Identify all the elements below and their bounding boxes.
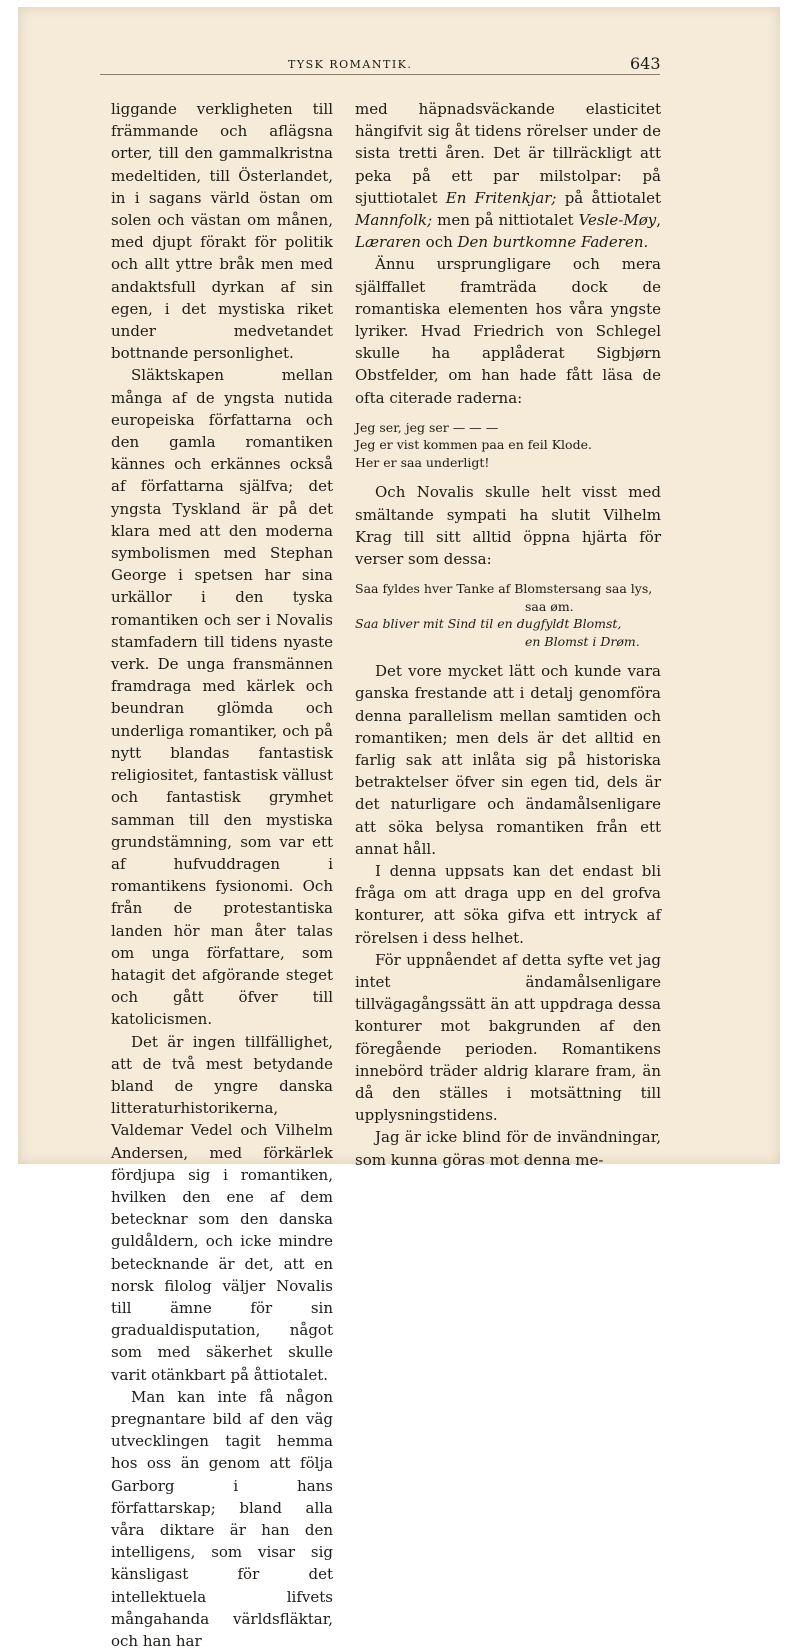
paragraph: Jag är icke blind för de invändningar, som kunna göras mot denna me-	[355, 1128, 661, 1169]
paragraph: Och Novalis skulle helt visst med smältande sympati ha slutit Vilhelm Krag till sitt alltid öppna hjärta för verser som dessa:	[355, 483, 661, 568]
verse-line: en Blomst i Drøm.	[525, 633, 640, 649]
paragraph: För uppnåendet af detta syfte vet jag intet ändamålsenligare tillvägagångssätt än att uppdraga dessa konturer mot bakgrunden af den föregående perioden. Romantikens innebörd träder aldrig klarare fram, än då den ställes i motsättning till upplysningstidens.	[355, 950, 661, 1125]
paragraph: Det vore mycket lätt och kunde vara ganska frestande att i detalj genomföra denna parallelism mellan samtiden och romantiken; men dels är det alltid en farlig sak att inlåta sig på historiska betraktelser öfver sin egen tid, dels är det naturligare och ändamålsenligare att söka belysa romantiken från ett annat håll.	[355, 662, 661, 858]
paragraph: Det är ingen tillfällighet, att de två mest betydande bland de yngre danska litteraturhistorikerna, Valdemar Vedel och Vilhelm Andersen, med förkärlek fördjupa sig i romantiken, hvilken den ene af dem betecknar som den danska guldåldern, och icke mindre betecknande är det, att en norsk filolog väljer Novalis till ämne för sin gradualdisputation, något som med säkerhet skulle varit otänkbart på åttiotalet.	[111, 1032, 333, 1384]
verse-line: Saa bliver mit Sind til en dugfyldt Blomst,	[355, 616, 622, 632]
verse-line: Saa fyldes hver Tanke af Blomstersang saa lys,	[355, 581, 653, 597]
verse-line: Jeg er vist kommen paa en feil Klode.	[355, 437, 592, 453]
verse-line: saa øm.	[525, 598, 574, 614]
verse-line: Jeg ser, jeg ser — — —	[355, 419, 499, 435]
right-column	[355, 98, 661, 1171]
paragraph: Ännu ursprungligare och mera själffallet framträda dock de romantiska elementen hos våra yngste lyriker. Hvad Friedrich von Schlegel skulle ha applåderat Sigbjørn Obstfelder, om han hade fått läsa de ofta citerade raderna:	[355, 255, 661, 407]
paragraph: Släktskapen mellan många af de yngsta nutida europeiska författarna och den gamla romantiken kännes och erkännes också af författarna själfva; det yngsta Tyskland är på det klara med att den moderna symbolismen med Stephan George i spetsen har sina urkällor i den tyska romantiken och ser i Novalis stamfadern till tidens nyaste verk. De unga fransmännen framdraga med kärlek och beundran glömda och underliga romantiker, och på nytt blandas fantastisk religiositet, fantastisk vällust och fantastisk grymhet samman till den mystiska grundstämning, som var ett af hufvuddragen i romantikens fysionomi. Och från de protestantiska landen hör man åter talas om unga författare, som hatagit det afgörande steget och gått öfver till katolicismen.	[111, 366, 333, 1029]
paragraph: I denna uppsats kan det endast bli fråga om att draga upp en del grofva konturer, att söka gifva ett intryck af rörelsen i dess helhet.	[355, 861, 661, 947]
verse-quote-krag	[355, 580, 661, 650]
running-header: TYSK ROMANTIK.	[288, 58, 413, 71]
paragraph: med häpnadsväckande elasticitet hängifvit sig åt tidens rörelser under de sista tretti åren. Det är tillräckligt att peka på ett par milstolpar: på sjuttiotalet En Fritenkjar; på åttiotalet Mannfolk; men på nittiotalet Vesle-Møy, Læraren och Den burtkomne Faderen.	[355, 100, 661, 252]
verse-quote-obstfelder	[355, 419, 661, 472]
paragraph: liggande verkligheten till främmande och aflägsna orter, till den gammalkristna medeltiden, till Österlandet, in i sagans värld östan om solen och västan om månen, med djupt förakt för politik och allt yttre bråk men med andaktsfull dyrkan af sin egen, i det mystiska riket under medvetandet bottnande personlighet.	[111, 100, 333, 363]
page-number: 643	[630, 54, 661, 73]
header-rule	[100, 74, 660, 75]
verse-line: Her er saa underligt!	[355, 454, 490, 470]
left-column	[111, 98, 333, 1652]
paragraph: Man kan inte få någon pregnantare bild af den väg utvecklingen tagit hemma hos oss än genom att följa Garborg i hans författarskap; bland alla våra diktare är han den intelligens, som visar sig känsligast för det intellektuela lifvets mångahanda världsfläktar, och han har	[111, 1387, 333, 1651]
